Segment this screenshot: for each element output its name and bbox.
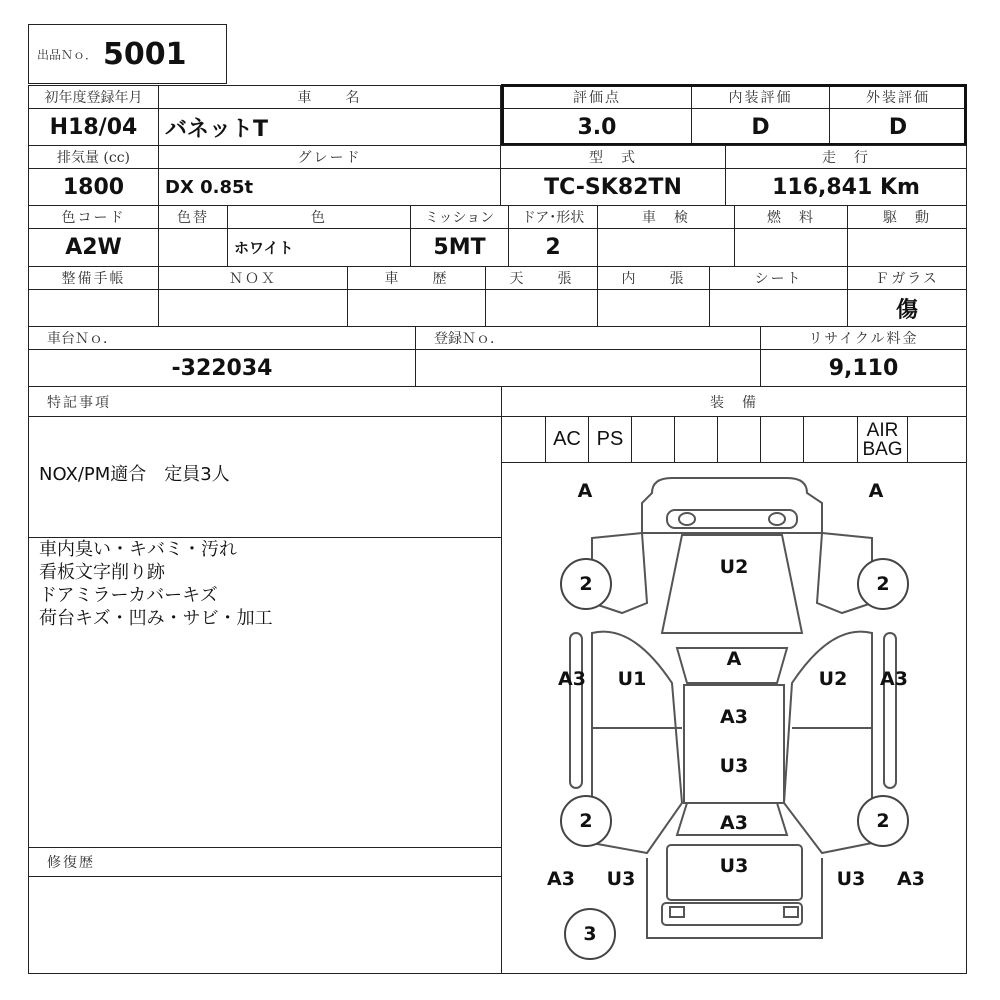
damage-mark-circle: 2	[560, 795, 612, 847]
equip-airbag: AIR BAG	[862, 419, 903, 460]
score-label: 評価点	[502, 85, 692, 109]
repaint-label: 色替	[158, 205, 228, 229]
fglass-label: Ｆガラス	[847, 266, 967, 290]
equip-ps: PS	[596, 428, 624, 450]
lot-label: 出品Ｎｏ．	[37, 47, 98, 62]
history-label: 車 歴	[347, 266, 486, 290]
ceiling-value	[485, 289, 598, 327]
reg-value	[415, 349, 761, 387]
inspection-value	[597, 228, 735, 267]
damage-mark-circle: 2	[857, 795, 909, 847]
mission-label: ミッション	[410, 205, 509, 229]
name-label: 車 名	[158, 85, 501, 109]
drive-label: 駆 動	[847, 205, 967, 229]
ceiling-label: 天 張	[485, 266, 598, 290]
color-value: ホワイト	[227, 228, 411, 267]
grade-value: DX 0.85t	[158, 168, 501, 206]
equip-cell	[857, 416, 908, 463]
cc-value: 1800	[28, 168, 159, 206]
color-label: 色	[227, 205, 411, 229]
exterior-label: 外装評価	[829, 85, 967, 109]
damage-mark: U3	[606, 868, 636, 890]
year-value: H18/04	[28, 108, 159, 146]
drive-value	[847, 228, 967, 267]
record-value	[28, 289, 159, 327]
model-value: TC-SK82TN	[500, 168, 726, 206]
equip-cell	[760, 416, 804, 463]
damage-mark: U3	[836, 868, 866, 890]
equip-cell	[674, 416, 718, 463]
note: ドアミラーカバーキズ	[39, 585, 218, 606]
damage-mark: A3	[720, 706, 748, 728]
interior-label: 内装評価	[691, 85, 830, 109]
door-value: 2	[508, 228, 598, 267]
damage-mark-circle: 2	[560, 558, 612, 610]
nox-value	[158, 289, 348, 327]
note: 看板文字削り跡	[39, 562, 165, 583]
equip-ac: AC	[553, 428, 581, 450]
chassis-label: 車台Ｎｏ．	[28, 326, 416, 350]
remarks-line1: NOX/PM適合 定員3人	[39, 464, 230, 485]
lot-number-box	[28, 24, 227, 84]
damage-mark: A	[726, 648, 742, 670]
interior-trim-label: 内 張	[597, 266, 710, 290]
damage-mark: U3	[719, 855, 749, 877]
seat-value	[709, 289, 848, 327]
grade-label: グレード	[158, 145, 501, 169]
fuel-label: 燃 料	[734, 205, 848, 229]
mileage-value: 116,841 Km	[725, 168, 967, 206]
remarks-label: 特記事項	[28, 386, 502, 417]
lot-number: 5001	[103, 36, 187, 72]
colorcode-label: 色コード	[28, 205, 159, 229]
damage-mark: A3	[547, 868, 575, 890]
score-value: 3.0	[502, 108, 692, 146]
damage-mark-circle: 2	[857, 558, 909, 610]
mission-value: 5MT	[410, 228, 509, 267]
cc-label: 排気量 (cc)	[28, 145, 159, 169]
record-label: 整備手帳	[28, 266, 159, 290]
recycle-value: 9,110	[760, 349, 967, 387]
model-label: 型 式	[500, 145, 726, 169]
damage-mark: A3	[880, 668, 908, 690]
chassis-value: -322034	[28, 349, 416, 387]
note: 車内臭い・キバミ・汚れ	[39, 539, 237, 560]
exterior-value: D	[829, 108, 967, 146]
damage-mark: U1	[617, 668, 647, 690]
inspection-label: 車 検	[597, 205, 735, 229]
nox-label: ＮＯＸ	[158, 266, 348, 290]
fuel-value	[734, 228, 848, 267]
recycle-label: リサイクル料金	[760, 326, 967, 350]
history-value	[347, 289, 486, 327]
note: 荷台キズ・凹み・サビ・加工	[39, 608, 273, 629]
remarks-notes	[28, 537, 502, 848]
repaint-value	[158, 228, 228, 267]
damage-mark: A	[577, 480, 593, 502]
year-label: 初年度登録年月	[28, 85, 159, 109]
damage-mark: A3	[720, 812, 748, 834]
fglass-value: 傷	[847, 289, 967, 327]
remarks-top	[28, 416, 502, 538]
damage-mark: A	[868, 480, 884, 502]
interior-value: D	[691, 108, 830, 146]
car-name: バネットT	[158, 108, 501, 146]
interior-trim-value	[597, 289, 710, 327]
repair-label: 修復歴	[28, 847, 502, 877]
mileage-label: 走 行	[725, 145, 967, 169]
damage-mark: A3	[558, 668, 586, 690]
door-label: ドア･形状	[508, 205, 598, 229]
seat-label: シート	[709, 266, 848, 290]
damage-mark-circle: 3	[564, 908, 616, 960]
damage-mark: U2	[719, 556, 749, 578]
colorcode-value: A2W	[28, 228, 159, 267]
equip-cell	[545, 416, 589, 463]
damage-mark: U2	[818, 668, 848, 690]
damage-mark: A3	[897, 868, 925, 890]
equipment-label: 装 備	[501, 386, 967, 417]
repair-value	[28, 876, 502, 974]
damage-mark: U3	[719, 755, 749, 777]
equip-cell	[588, 416, 632, 463]
reg-label: 登録Ｎｏ．	[415, 326, 761, 350]
